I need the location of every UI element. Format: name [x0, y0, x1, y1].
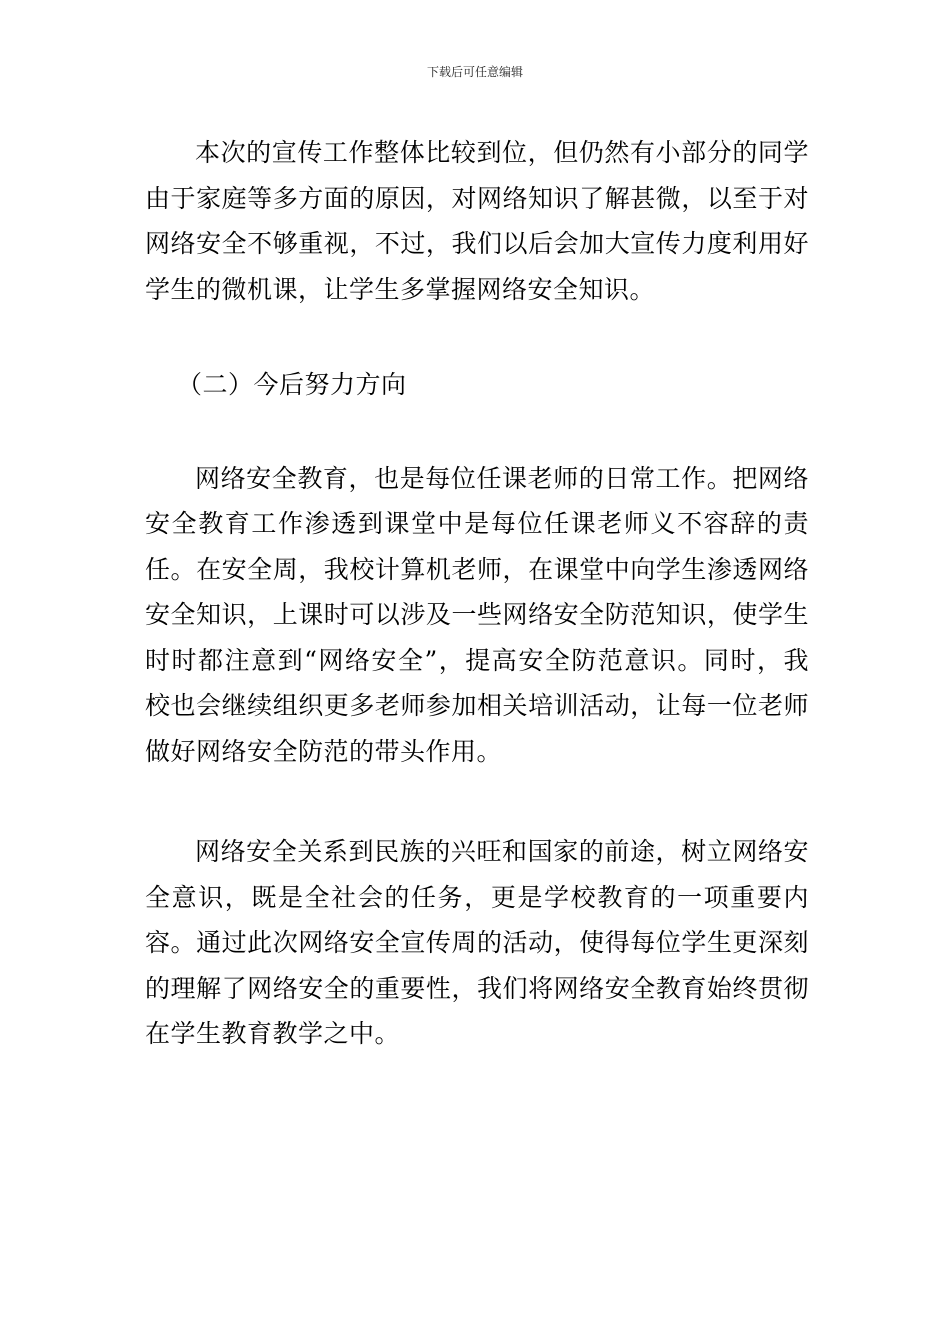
paragraph-conclusion: 网络安全关系到民族的兴旺和国家的前途，树立网络安全意识，既是全社会的任务，更是学校教育的一项重要内容。通过此次网络安全宣传周的活动，使得每位学生更深刻的理解了网络安全的重要性，我们将网络安全教育始终贯彻在学生教育教学之中。 — [145, 837, 809, 1048]
spacer — [145, 774, 809, 829]
paragraph-future-direction: 网络安全教育，也是每位任课老师的日常工作。把网络安全教育工作渗透到课堂中是每位任课老师义不容辞的责任。在安全周，我校计算机老师，在课堂中向学生渗透网络安全知识，上课时可以涉及一些网络安全防范知识，使学生时时都注意到“网络安全”，提高安全防范意识。同时，我校也会继续组织更多老师参加相关培训活动，让每一位老师做好网络安全防范的带头作用。 — [145, 463, 809, 766]
spacer — [145, 408, 809, 456]
paragraph-summary: 本次的宣传工作整体比较到位，但仍然有小部分的同学由于家庭等多方面的原因，对网络知识了解甚微，以至于对网络安全不够重视，不过，我们以后会加大宣传力度利用好学生的微机课，让学生多掌握网络安全知识。 — [145, 138, 809, 304]
spacer — [145, 312, 809, 362]
section-heading: （二）今后努力方向 — [177, 370, 407, 399]
page-header: 下载后可任意编辑 — [426, 65, 523, 79]
document-body — [145, 130, 809, 1057]
